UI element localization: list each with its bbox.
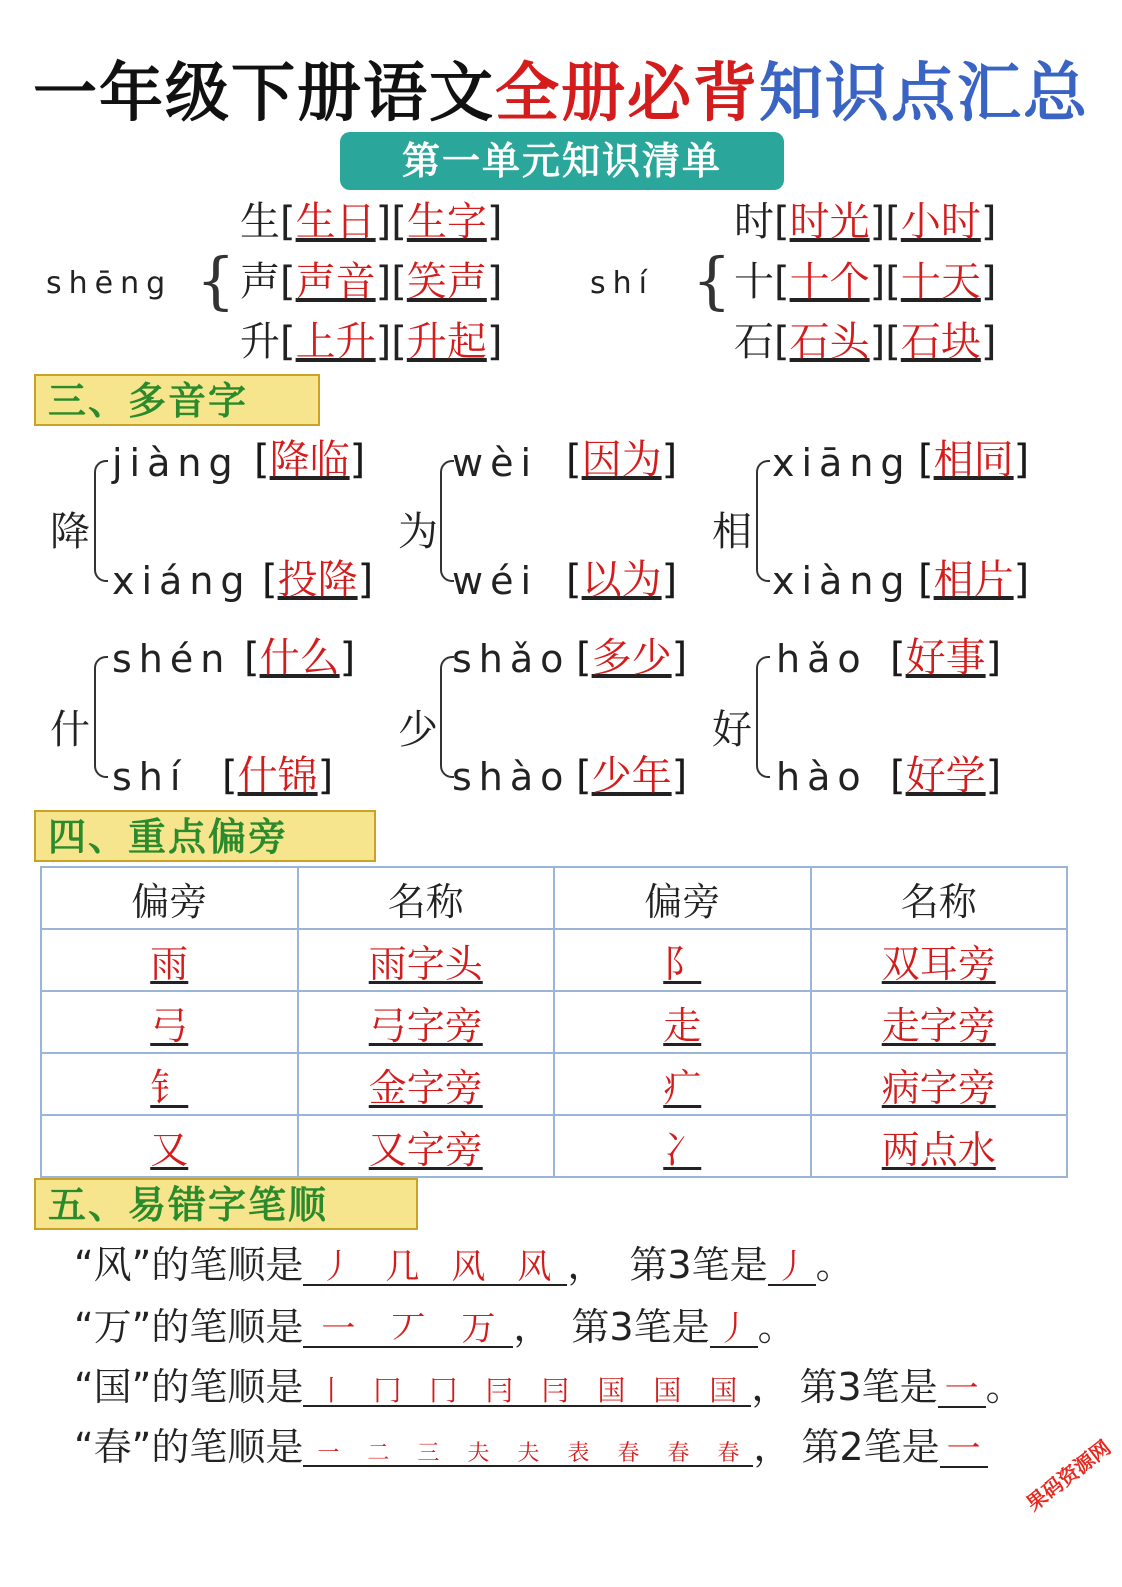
table-header: 名称 <box>298 867 555 929</box>
unit-badge: 第一单元知识清单 <box>340 132 784 190</box>
table-row <box>41 929 1067 991</box>
table-cell: 病字旁 <box>881 1065 996 1110</box>
homophone-row: 升[上升][升起] <box>240 319 503 365</box>
table-cell: 双耳旁 <box>881 941 996 986</box>
table-cell: 钅 <box>150 1065 189 1110</box>
table-header: 名称 <box>811 867 1068 929</box>
title-part-2: 全册必背 <box>495 57 759 131</box>
brace-sheng: { <box>196 244 236 317</box>
table-header: 偏旁 <box>41 867 298 929</box>
pinyin-shi: shí <box>590 266 654 301</box>
table-cell: 又 <box>150 1127 189 1172</box>
table-cell: 雨字头 <box>368 941 483 986</box>
stroke-order-line: “国”的笔顺是 丨 冂 冂 冃 冃 国 国 国 ， 第3笔是 一 。 <box>74 1365 1024 1409</box>
table-cell: 冫 <box>663 1127 702 1172</box>
table-header: 偏旁 <box>554 867 811 929</box>
homophone-row: 时[时光][小时] <box>734 199 997 245</box>
table-row <box>41 1115 1067 1177</box>
table-cell: 走字旁 <box>881 1003 996 1048</box>
table-cell: 金字旁 <box>368 1065 483 1110</box>
stroke-order-line: “春”的笔顺是 一 二 三 夫 夫 表 春 春 春 ， 第2笔是 一 <box>74 1428 988 1468</box>
radicals-table <box>40 866 1068 1178</box>
stroke-order-line: “风”的笔顺是 丿 几 风 风 ， 第3笔是 丿 。 <box>74 1243 854 1287</box>
homophone-row: 生[生日][生字] <box>240 199 503 245</box>
homophone-row: 十[十个][十天] <box>734 259 997 305</box>
table-row <box>41 1053 1067 1115</box>
watermark: 果码资源网 <box>1021 1435 1116 1516</box>
stroke-order-line: “万”的笔顺是 一 丆 万 ， 第3笔是 丿 。 <box>74 1305 796 1349</box>
title-part-1: 一年级下册语文 <box>33 57 495 131</box>
table-header-row <box>41 867 1067 929</box>
section-title-radicals: 四、重点偏旁 <box>34 810 376 862</box>
table-cell: 疒 <box>663 1065 702 1110</box>
table-cell: 雨 <box>150 941 189 986</box>
section-title-polyphones: 三、多音字 <box>34 374 320 426</box>
page-title <box>0 42 1122 134</box>
table-cell: 走 <box>663 1003 702 1048</box>
table-cell: 弓字旁 <box>368 1003 483 1048</box>
table-cell: 阝 <box>663 941 702 986</box>
pinyin-sheng: shēng <box>46 266 173 301</box>
table-row <box>41 991 1067 1053</box>
section-title-stroke-order: 五、易错字笔顺 <box>34 1178 418 1230</box>
table-cell: 又字旁 <box>368 1127 483 1172</box>
title-part-3: 知识点汇总 <box>759 57 1089 131</box>
homophone-row: 声[声音][笑声] <box>240 259 503 305</box>
brace-shi: { <box>692 244 732 317</box>
homophone-row: 石[石头][石块] <box>734 319 997 365</box>
table-cell: 两点水 <box>881 1127 996 1172</box>
table-cell: 弓 <box>150 1003 189 1048</box>
